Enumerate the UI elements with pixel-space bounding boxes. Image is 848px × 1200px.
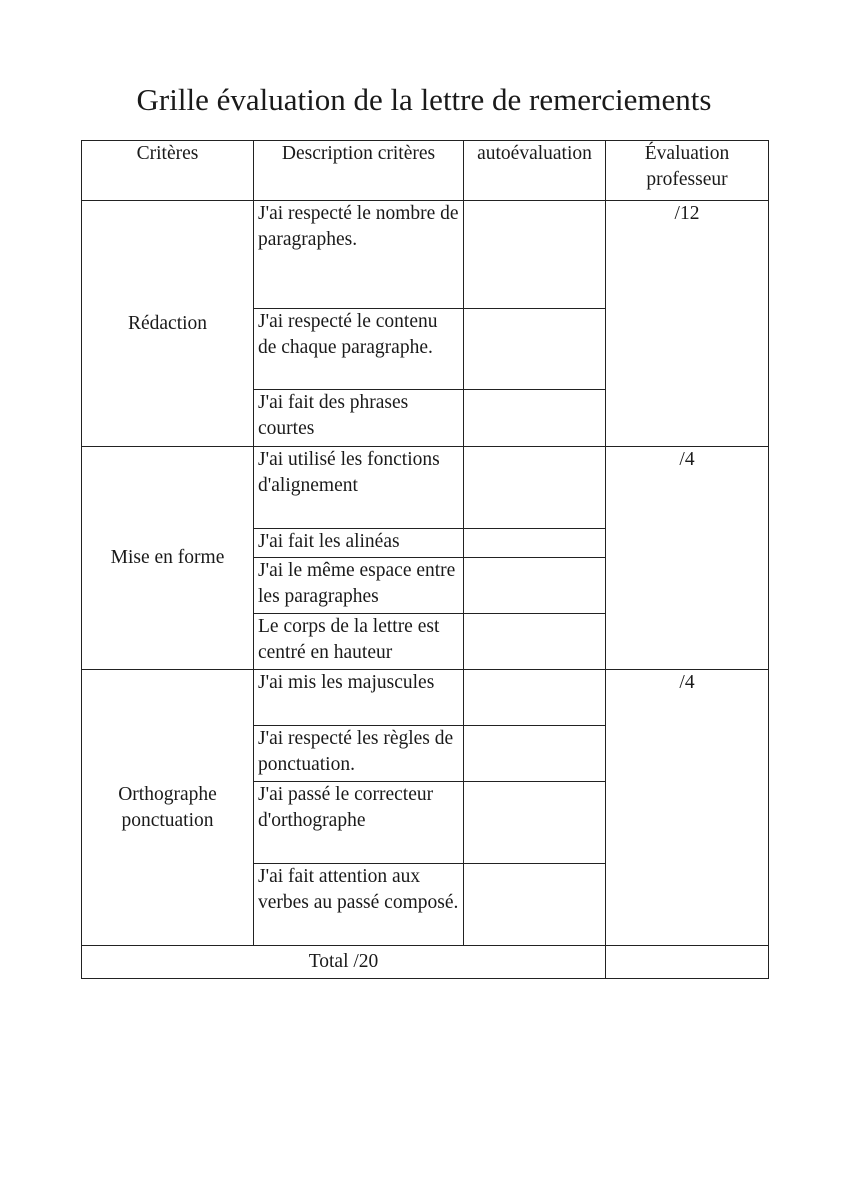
self-evaluation-cell[interactable] — [464, 201, 606, 309]
header-row — [82, 141, 769, 201]
score-mise-en-forme: /4 — [606, 447, 769, 670]
table-row — [82, 447, 769, 529]
description-cell: J'ai respecté le nombre de paragraphes. — [254, 201, 464, 309]
criterion-line1: Orthographe — [118, 783, 217, 805]
criterion-orthographe-ponctuation — [82, 670, 254, 946]
table-row — [82, 201, 769, 309]
description-cell: J'ai fait des phrases courtes — [254, 390, 464, 447]
self-evaluation-cell[interactable] — [464, 447, 606, 529]
description-cell: J'ai le même espace entre les paragraphes — [254, 558, 464, 614]
header-autoevaluation: autoévaluation — [464, 141, 606, 201]
self-evaluation-cell[interactable] — [464, 782, 606, 864]
description-cell: J'ai utilisé les fonctions d'alignement — [254, 447, 464, 529]
self-evaluation-cell[interactable] — [464, 726, 606, 782]
score-orthographe-ponctuation: /4 — [606, 670, 769, 946]
self-evaluation-cell[interactable] — [464, 309, 606, 390]
self-evaluation-cell[interactable] — [464, 614, 606, 670]
header-criteres: Critères — [82, 141, 254, 201]
total-score-cell[interactable] — [606, 946, 769, 979]
page-title: Grille évaluation de la lettre de remerciements — [136, 82, 712, 117]
total-row — [82, 946, 769, 979]
self-evaluation-cell[interactable] — [464, 558, 606, 614]
evaluation-grid — [81, 140, 769, 979]
description-cell: J'ai fait les alinéas — [254, 529, 464, 558]
criterion-redaction: Rédaction — [82, 201, 254, 447]
header-evaluation-professeur — [606, 141, 769, 201]
self-evaluation-cell[interactable] — [464, 864, 606, 946]
criterion-mise-en-forme: Mise en forme — [82, 447, 254, 670]
description-cell: J'ai respecté les règles de ponctuation. — [254, 726, 464, 782]
header-description: Description critères — [254, 141, 464, 201]
description-cell: J'ai mis les majuscules — [254, 670, 464, 726]
criterion-line2: ponctuation — [121, 809, 214, 831]
table-row — [82, 670, 769, 726]
self-evaluation-cell[interactable] — [464, 670, 606, 726]
description-cell: J'ai respecté le contenu de chaque paragraphe. — [254, 309, 464, 390]
self-evaluation-cell[interactable] — [464, 529, 606, 558]
score-redaction: /12 — [606, 201, 769, 447]
header-evaluation-line2: professeur — [646, 169, 728, 190]
description-cell: Le corps de la lettre est centré en hauteur — [254, 614, 464, 670]
total-label: Total /20 — [82, 946, 606, 979]
header-evaluation-line1: Évaluation — [644, 143, 730, 164]
description-cell: J'ai passé le correcteur d'orthographe — [254, 782, 464, 864]
self-evaluation-cell[interactable] — [464, 390, 606, 447]
description-cell: J'ai fait attention aux verbes au passé composé. — [254, 864, 464, 946]
